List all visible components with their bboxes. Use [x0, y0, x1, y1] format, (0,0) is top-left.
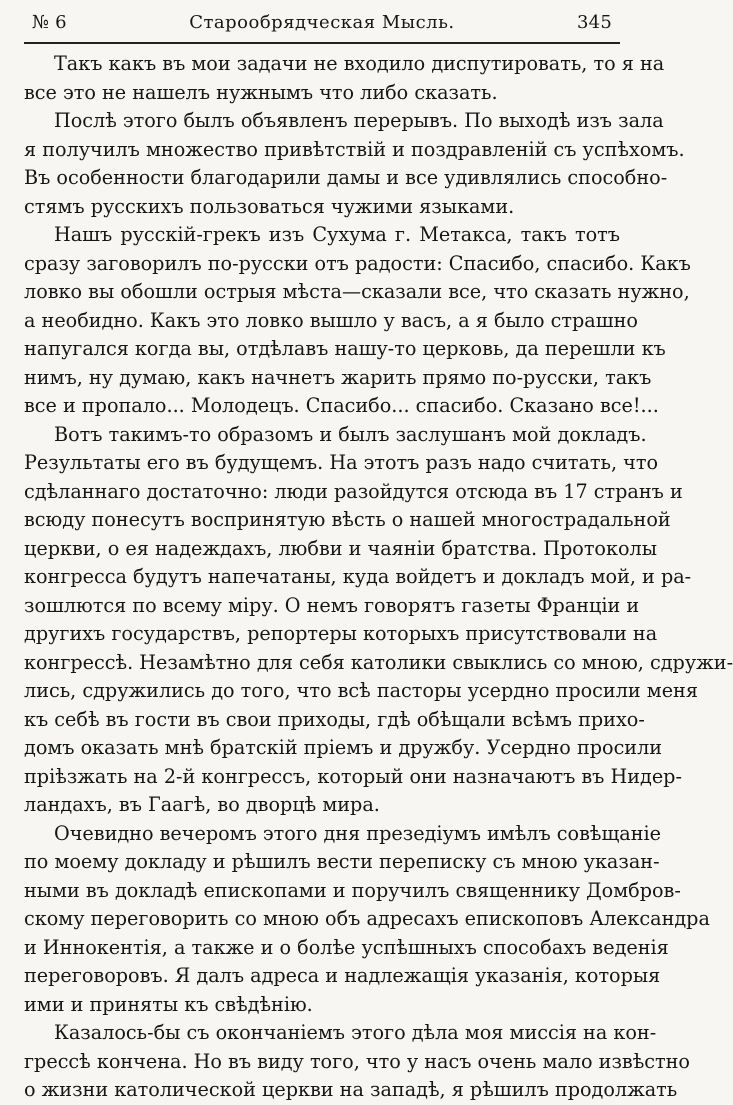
running-header	[24, 10, 620, 40]
text-line: напугался когда вы, отдѣлавъ нашу-то церковь, да перешли къ	[24, 337, 666, 360]
issue-number: № 6	[32, 12, 67, 33]
text-line: Вотъ такимъ-то образомъ и былъ заслушанъ мой докладъ.	[54, 422, 647, 446]
text-line: сразу заговорилъ по-русски отъ радости: Спасибо, спасибо. Какъ	[24, 251, 691, 275]
page-number: 345	[577, 12, 612, 33]
text-line: Очевидно вечеромъ этого дня презедіумъ имѣлъ совѣщаніе	[54, 821, 662, 845]
text-line: сдѣланнаго достаточно: люди разойдутся отсюда въ 17 странъ и	[24, 479, 683, 503]
text-line: Послѣ этого былъ объявленъ перерывъ. По выходѣ изъ зала	[54, 109, 664, 132]
text-line: зошлются по всему міру. О немъ говорятъ газеты Франціи и	[24, 593, 640, 617]
text-line: переговоровъ. Я далъ адреса и надлежащія указанія, которыя	[24, 964, 661, 987]
text-line: все и пропало... Молодецъ. Спасибо... спасибо. Сказано все!...	[24, 394, 659, 417]
body-text	[24, 50, 733, 1105]
text-line: все это не нашелъ нужнымъ что либо сказать.	[24, 80, 498, 104]
text-line: я получилъ множество привѣтствій и поздравленій съ успѣхомъ.	[24, 137, 685, 161]
text-line: а необидно. Какъ это ловко вышло у васъ, а я было страшно	[24, 308, 638, 332]
text-line: нимъ, ну думаю, какъ начнетъ жарить прямо по-русски, такъ	[24, 365, 652, 389]
text-line: другихъ государствъ, репортеры которыхъ присутствовали на	[24, 622, 658, 645]
text-line: ландахъ, въ Гаагѣ, во дворцѣ мира.	[24, 793, 380, 816]
text-line: Казалось-бы съ окончаніемъ этого дѣла моя миссія на кон-	[54, 1021, 657, 1044]
text-line: скому переговорить со мною объ адресахъ епископовъ Александра	[24, 907, 710, 930]
text-line: о жизни католической церкви на западѣ, я рѣшилъ продолжать	[24, 1078, 678, 1101]
journal-title: Старообрядческая Мысль.	[189, 12, 455, 33]
text-line: церкви, о ея надеждахъ, любви и чаяніи братства. Протоколы	[24, 536, 657, 560]
text-line: домъ оказать мнѣ братскій пріемъ и дружбу. Усердно просили	[24, 736, 663, 759]
text-line: ными въ докладѣ епископами и поручилъ священнику Домбров-	[24, 878, 681, 902]
text-line: Такъ какъ въ мои задачи не входило диспутировать, то я на	[54, 52, 665, 75]
text-line: Въ особенности благодарили дамы и все удивлялись способно-	[24, 166, 668, 189]
text-line: и Иннокентія, а также и о болѣе успѣшныхъ способахъ веденія	[24, 935, 669, 959]
text-line: грессѣ кончена. Но въ виду того, что у насъ очень мало извѣстно	[24, 1049, 690, 1073]
text-line: конгрессѣ. Незамѣтно для себя католики свыклись со мною, сдружи-	[24, 650, 733, 674]
text-line: лись, сдружились до того, что всѣ пасторы усердно просили меня	[24, 679, 698, 702]
text-line: пріѣзжать на 2-й конгрессъ, который они назначаютъ въ Нидер-	[24, 764, 682, 788]
text-line: ими и приняты къ свѣдѣнію.	[24, 992, 313, 1016]
text-line: всюду понесутъ воспринятую вѣсть о нашей многострадальной	[24, 508, 671, 531]
text-line: къ себѣ въ гости въ свои приходы, гдѣ обѣщали всѣмъ прихо-	[24, 707, 645, 731]
text-line: Результаты его въ будущемъ. На этотъ разъ надо считать, что	[24, 451, 659, 474]
text-line: по моему докладу и рѣшилъ вести переписку съ мною указан-	[24, 850, 660, 873]
text-line: стямъ русскихъ пользоваться чужими языками.	[24, 194, 515, 218]
text-line: ловко вы обошли острыя мѣста—сказали все, что сказать нужно,	[24, 280, 690, 303]
header-rule	[24, 42, 620, 44]
text-line: конгресса будутъ напечатаны, куда войдетъ и докладъ мой, и ра-	[24, 565, 692, 588]
text-line: Нашъ русскій-грекъ изъ Сухума г. Метакса, такъ тотъ	[54, 223, 620, 246]
